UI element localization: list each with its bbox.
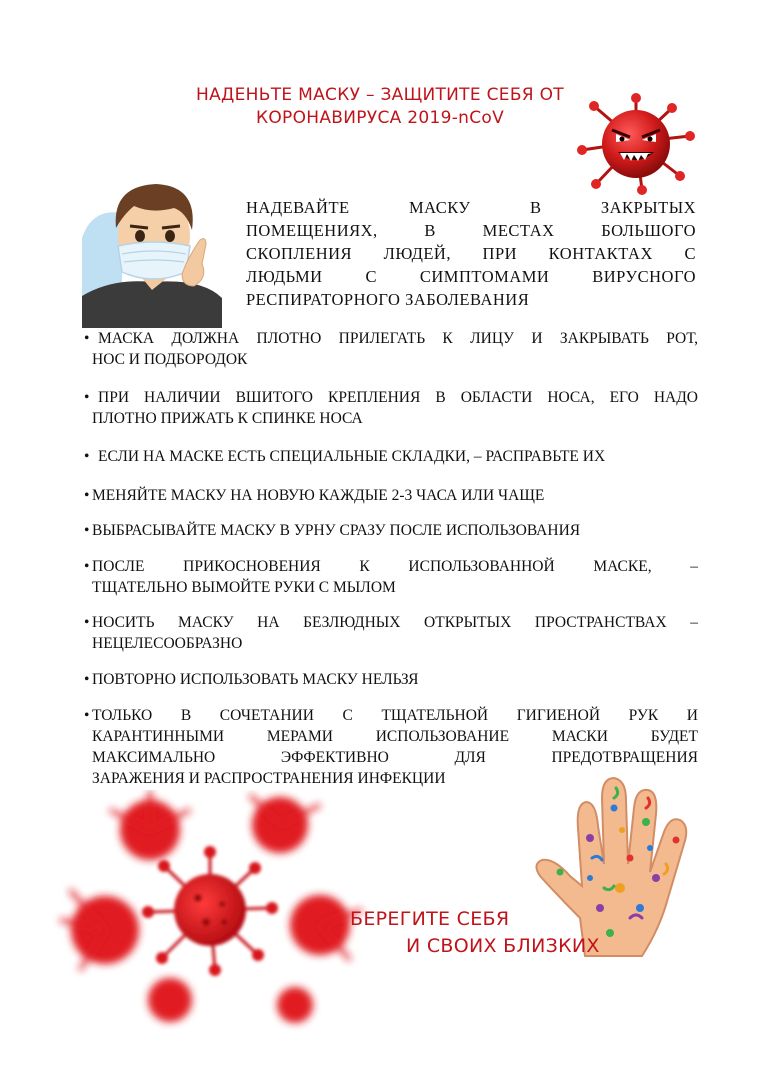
virus-cluster-illustration — [50, 790, 370, 1040]
bullet-dot: • — [84, 389, 90, 406]
bullet-item — [84, 387, 698, 429]
bullet-dot: • — [84, 614, 90, 631]
bullet-line: НОС И ПОДБОРОДОК — [92, 351, 248, 368]
bullet-dot: • — [84, 707, 90, 724]
bullet-line: ТОЛЬКО В СОЧЕТАНИИ С ТЩАТЕЛЬНОЙ ГИГИЕНОЙ РУК И — [92, 707, 698, 724]
poster-title — [120, 84, 640, 130]
bullet-item — [84, 446, 698, 467]
bullet-line: ПРИ НАЛИЧИИ ВШИТОГО КРЕПЛЕНИЯ В ОБЛАСТИ НОСА, ЕГО НАДО — [98, 389, 698, 406]
bullet-line: ПЛОТНО ПРИЖАТЬ К СПИНКЕ НОСА — [92, 410, 363, 427]
bullet-dot: • — [84, 558, 90, 575]
bullet-item — [84, 612, 698, 654]
bullet-item — [84, 520, 698, 541]
bullet-line: НЕЦЕЛЕСООБРАЗНО — [92, 635, 243, 652]
title-line-2: КОРОНАВИРУСА 2019-nCoV — [255, 108, 505, 128]
bullet-item — [84, 328, 698, 370]
intro-line: ПОМЕЩЕНИЯХ, В МЕСТАХ БОЛЬШОГО — [246, 221, 696, 240]
bullet-line: ПОВТОРНО ИСПОЛЬЗОВАТЬ МАСКУ НЕЛЬЗЯ — [92, 671, 419, 688]
bullet-item — [84, 485, 698, 506]
bullet-line: ПОСЛЕ ПРИКОСНОВЕНИЯ К ИСПОЛЬЗОВАННОЙ МАСКЕ, – — [92, 558, 698, 575]
contaminated-hand-illustration — [530, 768, 705, 958]
title-line-1: НАДЕНЬТЕ МАСКУ – ЗАЩИТИТЕ СЕБЯ ОТ — [196, 85, 564, 105]
intro-line: РЕСПИРАТОРНОГО ЗАБОЛЕВАНИЯ — [246, 290, 530, 309]
bullet-line: МАСКА ДОЛЖНА ПЛОТНО ПРИЛЕГАТЬ К ЛИЦУ И ЗАКРЫВАТЬ РОТ, — [98, 330, 698, 347]
bullet-line: ЕСЛИ НА МАСКЕ ЕСТЬ СПЕЦИАЛЬНЫЕ СКЛАДКИ, – РАСПРАВЬТЕ ИХ — [98, 448, 606, 465]
closing-line-2: И СВОИХ БЛИЗКИХ — [406, 935, 600, 957]
masked-man-illustration — [82, 178, 232, 328]
bullet-dot: • — [84, 448, 90, 465]
bullet-line: КАРАНТИННЫМИ МЕРАМИ ИСПОЛЬЗОВАНИЕ МАСКИ БУДЕТ — [92, 728, 698, 745]
bullet-dot: • — [84, 522, 90, 539]
bullet-item — [84, 669, 698, 690]
angry-virus-illustration — [572, 90, 702, 200]
intro-paragraph — [246, 196, 696, 311]
bullet-line: НОСИТЬ МАСКУ НА БЕЗЛЮДНЫХ ОТКРЫТЫХ ПРОСТРАНСТВАХ – — [92, 614, 698, 631]
closing-line-1: БЕРЕГИТЕ СЕБЯ — [350, 908, 510, 930]
bullet-line: ВЫБРАСЫВАЙТЕ МАСКУ В УРНУ СРАЗУ ПОСЛЕ ИСПОЛЬЗОВАНИЯ — [92, 522, 581, 539]
bullet-line: ЗАРАЖЕНИЯ И РАСПРОСТРАНЕНИЯ ИНФЕКЦИИ — [92, 770, 446, 787]
bullet-line: МЕНЯЙТЕ МАСКУ НА НОВУЮ КАЖДЫЕ 2-3 ЧАСА ИЛИ ЧАЩЕ — [92, 487, 545, 504]
intro-line: ЛЮДЬМИ С СИМПТОМАМИ ВИРУСНОГО — [246, 267, 696, 286]
bullet-dot: • — [84, 487, 90, 504]
bullet-dot: • — [84, 330, 90, 347]
intro-line: НАДЕВАЙТЕ МАСКУ В ЗАКРЫТЫХ — [246, 198, 696, 217]
intro-line: СКОПЛЕНИЯ ЛЮДЕЙ, ПРИ КОНТАКТАХ С — [246, 244, 696, 263]
bullet-item — [84, 556, 698, 598]
bullet-line: ТЩАТЕЛЬНО ВЫМОЙТЕ РУКИ С МЫЛОМ — [92, 579, 396, 596]
bullet-dot: • — [84, 671, 90, 688]
bullet-line: МАКСИМАЛЬНО ЭФФЕКТИВНО ДЛЯ ПРЕДОТВРАЩЕНИЯ — [92, 749, 698, 766]
